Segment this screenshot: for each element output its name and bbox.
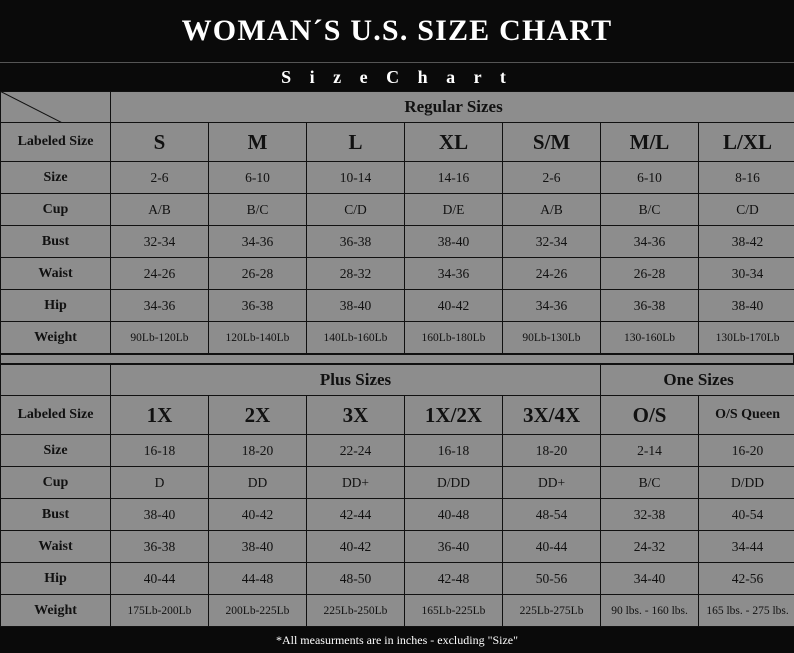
cell: C/D: [699, 194, 794, 226]
cell: A/B: [111, 194, 209, 226]
cell: 36-38: [111, 531, 209, 563]
spacer-table: [0, 354, 794, 364]
cell: 90Lb-120Lb: [111, 322, 209, 354]
cell: D/DD: [405, 467, 503, 499]
row-label-waist: Waist: [1, 531, 111, 563]
row-label-hip: Hip: [1, 563, 111, 595]
group-header-regular: Regular Sizes: [111, 92, 794, 123]
cell: 24-26: [503, 258, 601, 290]
cell: 40-44: [503, 531, 601, 563]
table-row: [1, 499, 794, 531]
cell: 16-18: [111, 435, 209, 467]
cell: 2-14: [601, 435, 699, 467]
cell: 40-48: [405, 499, 503, 531]
column-header-1x2x: 1X/2X: [405, 396, 503, 435]
cell: 40-42: [307, 531, 405, 563]
cell: 2-6: [111, 162, 209, 194]
column-header-2x: 2X: [209, 396, 307, 435]
table-row: [1, 563, 794, 595]
cell: 165Lb-225Lb: [405, 595, 503, 627]
cell: 40-54: [699, 499, 794, 531]
group-header-row: [1, 92, 794, 123]
cell: 30-34: [699, 258, 794, 290]
column-header-ml: M/L: [601, 123, 699, 162]
table-row: [1, 435, 794, 467]
cell: 24-26: [111, 258, 209, 290]
cell: D/E: [405, 194, 503, 226]
spacer-cell: [1, 355, 794, 364]
cell: 16-20: [699, 435, 794, 467]
cell: 42-56: [699, 563, 794, 595]
cell: 22-24: [307, 435, 405, 467]
cell: 14-16: [405, 162, 503, 194]
cell: 225Lb-275Lb: [503, 595, 601, 627]
cell: 140Lb-160Lb: [307, 322, 405, 354]
row-label-size: Size: [1, 162, 111, 194]
plus-one-sizes-table: [0, 364, 794, 627]
cell: DD: [209, 467, 307, 499]
cell: 32-34: [503, 226, 601, 258]
cell: 48-50: [307, 563, 405, 595]
row-label-bust: Bust: [1, 226, 111, 258]
labeled-size-header: Labeled Size: [1, 123, 111, 162]
cell: 44-48: [209, 563, 307, 595]
table-row: [1, 162, 794, 194]
cell: 24-32: [601, 531, 699, 563]
cell: 165 lbs. - 275 lbs.: [699, 595, 794, 627]
column-header-lxl: L/XL: [699, 123, 794, 162]
row-label-waist: Waist: [1, 258, 111, 290]
cell: 38-40: [307, 290, 405, 322]
row-label-cup: Cup: [1, 467, 111, 499]
row-label-weight: Weight: [1, 595, 111, 627]
cell: 38-40: [405, 226, 503, 258]
cell: 38-42: [699, 226, 794, 258]
cell: 90 lbs. - 160 lbs.: [601, 595, 699, 627]
column-header-m: M: [209, 123, 307, 162]
table-row: [1, 290, 794, 322]
cell: 175Lb-200Lb: [111, 595, 209, 627]
group-header-row: [1, 365, 794, 396]
column-header-row: [1, 123, 794, 162]
diagonal-line: [1, 92, 111, 123]
corner-cell: [1, 92, 111, 123]
table-row: [1, 531, 794, 563]
column-header-1x: 1X: [111, 396, 209, 435]
labeled-size-header: Labeled Size: [1, 396, 111, 435]
cell: 2-6: [503, 162, 601, 194]
cell: D: [111, 467, 209, 499]
row-label-hip: Hip: [1, 290, 111, 322]
cell: 34-36: [111, 290, 209, 322]
page-title: WOMAN´S U.S. SIZE CHART: [0, 0, 794, 63]
cell: 34-36: [601, 226, 699, 258]
cell: B/C: [209, 194, 307, 226]
cell: 34-36: [209, 226, 307, 258]
cell: 38-40: [209, 531, 307, 563]
cell: 32-34: [111, 226, 209, 258]
cell: 8-16: [699, 162, 794, 194]
column-header-l: L: [307, 123, 405, 162]
cell: 10-14: [307, 162, 405, 194]
row-label-weight: Weight: [1, 322, 111, 354]
cell: 40-42: [209, 499, 307, 531]
cell: 36-38: [601, 290, 699, 322]
cell: 34-36: [405, 258, 503, 290]
cell: 18-20: [209, 435, 307, 467]
cell: 160Lb-180Lb: [405, 322, 503, 354]
group-header-plus: Plus Sizes: [111, 365, 601, 396]
table-row: [1, 322, 794, 354]
column-header-row: [1, 396, 794, 435]
column-header-s: S: [111, 123, 209, 162]
row-label-bust: Bust: [1, 499, 111, 531]
cell: 38-40: [111, 499, 209, 531]
cell: 36-40: [405, 531, 503, 563]
cell: 38-40: [699, 290, 794, 322]
cell: 50-56: [503, 563, 601, 595]
table-row: [1, 258, 794, 290]
group-header-one: One Sizes: [601, 365, 794, 396]
column-header-os: O/S: [601, 396, 699, 435]
cell: 16-18: [405, 435, 503, 467]
table-row: [1, 226, 794, 258]
column-header-3x4x: 3X/4X: [503, 396, 601, 435]
table-row: [1, 194, 794, 226]
corner-cell: [1, 365, 111, 396]
column-header-3x: 3X: [307, 396, 405, 435]
row-label-size: Size: [1, 435, 111, 467]
row-label-cup: Cup: [1, 194, 111, 226]
cell: 40-42: [405, 290, 503, 322]
spacer-row: [1, 355, 794, 364]
cell: 34-36: [503, 290, 601, 322]
cell: C/D: [307, 194, 405, 226]
cell: D/DD: [699, 467, 794, 499]
cell: 120Lb-140Lb: [209, 322, 307, 354]
cell: 225Lb-250Lb: [307, 595, 405, 627]
cell: 42-48: [405, 563, 503, 595]
cell: 130Lb-170Lb: [699, 322, 794, 354]
cell: 6-10: [209, 162, 307, 194]
measurement-note: *All measurments are in inches - excluding "Size": [0, 627, 794, 653]
cell: 42-44: [307, 499, 405, 531]
cell: 6-10: [601, 162, 699, 194]
cell: A/B: [503, 194, 601, 226]
cell: 32-38: [601, 499, 699, 531]
cell: B/C: [601, 467, 699, 499]
table-row: [1, 595, 794, 627]
column-header-xl: XL: [405, 123, 503, 162]
cell: DD+: [307, 467, 405, 499]
cell: 40-44: [111, 563, 209, 595]
cell: DD+: [503, 467, 601, 499]
cell: 36-38: [209, 290, 307, 322]
cell: 18-20: [503, 435, 601, 467]
cell: 26-28: [601, 258, 699, 290]
column-header-os-queen: O/S Queen: [699, 396, 794, 435]
table-row: [1, 467, 794, 499]
page-subtitle: S i z e C h a r t: [0, 63, 794, 91]
cell: B/C: [601, 194, 699, 226]
cell: 28-32: [307, 258, 405, 290]
cell: 48-54: [503, 499, 601, 531]
cell: 34-40: [601, 563, 699, 595]
cell: 34-44: [699, 531, 794, 563]
cell: 26-28: [209, 258, 307, 290]
cell: 130-160Lb: [601, 322, 699, 354]
regular-sizes-table: [0, 91, 794, 354]
cell: 36-38: [307, 226, 405, 258]
cell: 90Lb-130Lb: [503, 322, 601, 354]
cell: 200Lb-225Lb: [209, 595, 307, 627]
column-header-sm: S/M: [503, 123, 601, 162]
